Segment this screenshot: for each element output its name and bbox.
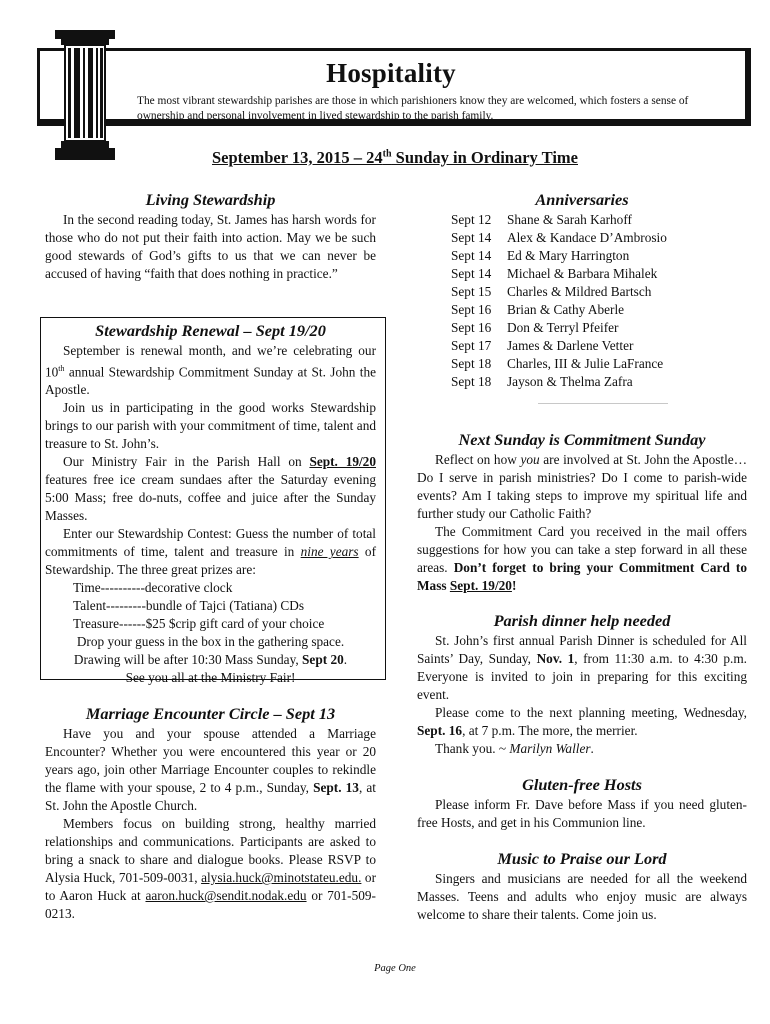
anniversary-date: Sept 14 xyxy=(451,266,492,281)
section-divider xyxy=(538,403,668,404)
next-sunday-paragraph-2: The Commitment Card you received in the mail offers suggestions for how you can take a step forward in all these areas. Don’t forget to bring your Commitment Card to Mass Sept. 19/20! xyxy=(417,524,747,593)
anniversary-date: Sept 14 xyxy=(451,248,492,263)
gluten-free-heading: Gluten-free Hosts xyxy=(522,775,642,794)
marriage-paragraph-2: Members focus on building strong, healthy married relationships and communications. Participants are asked to bring a snack to share and dialogue books. Please RSVP to Alysia Huck, 701-509-0031, alysia.huck@minotstateu.edu. or to Aaron Huck at aaron.huck@sendit.nodak.edu or 701-509-0213. xyxy=(45,816,377,921)
renewal-paragraph-3: Our Ministry Fair in the Parish Hall on Sept. 19/20 features free ice cream sundaes after the Saturday evening 5:00 Mass; free do-nuts, coffee and juice after the Sunday Masses. xyxy=(45,454,376,524)
living-stewardship-heading: Living Stewardship xyxy=(145,190,276,209)
anniversary-row xyxy=(451,265,747,283)
anniversary-date: Sept 16 xyxy=(451,320,492,335)
anniversary-row xyxy=(451,319,747,337)
dinner-paragraph-3: Thank you. ~ Marilyn Waller. xyxy=(435,741,594,756)
renewal-closing-2: Drawing will be after 10:30 Mass Sunday, Sept 20. xyxy=(73,652,348,668)
anniversary-names: Charles, III & Julie LaFrance xyxy=(507,356,664,371)
anniversary-date: Sept 18 xyxy=(451,374,492,389)
anniversary-row xyxy=(451,229,747,247)
anniversary-names: Alex & Kandace D’Ambrosio xyxy=(507,230,667,245)
living-stewardship-section xyxy=(45,190,376,283)
stewardship-renewal-section xyxy=(45,321,376,687)
next-sunday-heading: Next Sunday is Commitment Sunday xyxy=(458,430,706,449)
renewal-paragraph-1: September is renewal month, and we’re celebrating our 10th annual Stewardship Commitment Sunday at St. John the Apostle. xyxy=(45,343,376,398)
page-title: Hospitality xyxy=(326,58,456,88)
anniversaries-section xyxy=(417,190,747,391)
next-sunday-section xyxy=(417,430,747,595)
anniversary-row xyxy=(451,283,747,301)
anniversary-names: Jayson & Thelma Zafra xyxy=(507,374,633,389)
marriage-paragraph-1: Have you and your spouse attended a Marriage Encounter? Whether you were encountered this year or 20 years ago, join other Marriage Encounter couples to rekindle the flame with your spouse, 2 to 4 p.m., Sunday, Sept. 13, at St. John the Apostle Church. xyxy=(45,726,376,813)
renewal-closing-1: Drop your guess in the box in the gathering space. xyxy=(76,634,345,650)
anniversary-names: Ed & Mary Harrington xyxy=(507,248,630,263)
anniversary-row xyxy=(451,355,747,373)
renewal-closing-3: See you all at the Ministry Fair! xyxy=(125,670,296,686)
anniversary-date: Sept 16 xyxy=(451,302,492,317)
email-link[interactable]: alysia.huck@minotstateu.edu. xyxy=(201,870,362,885)
gluten-free-section xyxy=(417,775,747,832)
renewal-paragraph-4: Enter our Stewardship Contest: Guess the number of total commitments of time, talent and treasure in nine years of Stewardship. The three great prizes are: xyxy=(45,526,376,578)
prize-item: Talent---------bundle of Tajci (Tatiana) CDs xyxy=(73,598,305,614)
anniversary-names: Michael & Barbara Mihalek xyxy=(507,266,658,281)
prize-item: Time----------decorative clock xyxy=(73,580,233,596)
email-link[interactable]: aaron.huck@sendit.nodak.edu xyxy=(145,888,307,903)
prize-item: Treasure------$25 $crip gift card of your choice xyxy=(73,616,325,632)
renewal-paragraph-2: Join us in participating in the good works Stewardship brings to our parish with your commitment of time, talent and treasure to St. John’s. xyxy=(45,400,376,452)
music-heading: Music to Praise our Lord xyxy=(497,849,667,868)
date-line: September 13, 2015 – 24th Sunday in Ordinary Time xyxy=(212,148,578,167)
marriage-encounter-section xyxy=(45,704,376,923)
dinner-paragraph-1: St. John’s first annual Parish Dinner is scheduled for All Saints’ Day, Sunday, Nov. 1, from 11:30 a.m. to 4:30 p.m. Everyone is invited to join in preparing for this exciting event. xyxy=(417,633,747,702)
anniversary-date: Sept 17 xyxy=(451,338,492,353)
anniversary-date: Sept 12 xyxy=(451,212,492,227)
gluten-free-text: Please inform Fr. Dave before Mass if you need gluten-free Hosts, and get in his Communion line. xyxy=(417,797,747,830)
marriage-encounter-heading: Marriage Encounter Circle – Sept 13 xyxy=(85,704,336,723)
anniversary-names: Charles & Mildred Bartsch xyxy=(507,284,652,299)
anniversary-row xyxy=(451,337,747,355)
parish-dinner-heading: Parish dinner help needed xyxy=(493,611,671,630)
stewardship-renewal-heading: Stewardship Renewal – Sept 19/20 xyxy=(95,321,326,340)
anniversary-names: Brian & Cathy Aberle xyxy=(507,302,625,317)
anniversary-date: Sept 15 xyxy=(451,284,492,299)
page-subtitle: The most vibrant stewardship parishes are those in which parishioners know they are welcomed, which fosters a sense of ownership and personal involvement in lived stewardship to the parish family. xyxy=(137,95,689,122)
anniversaries-list xyxy=(451,211,747,391)
anniversary-names: Shane & Sarah Karhoff xyxy=(507,212,632,227)
anniversary-date: Sept 14 xyxy=(451,230,492,245)
page-footer: Page One xyxy=(374,963,416,974)
anniversary-names: Don & Terryl Pfeifer xyxy=(507,320,619,335)
anniversaries-heading: Anniversaries xyxy=(535,190,629,209)
anniversary-row xyxy=(451,247,747,265)
living-stewardship-text: In the second reading today, St. James has harsh words for those who do not put their faith into action. May we be such good stewards of God’s gifts to us that we can never be accused of having “faith that does nothing in practice.” xyxy=(45,212,376,281)
pillar-icon xyxy=(55,30,115,162)
anniversary-date: Sept 18 xyxy=(451,356,492,371)
next-sunday-paragraph-1: Reflect on how you are involved at St. John the Apostle… Do I serve in parish ministries? Do I come to parish-wide events? Am I taking steps to improve my spiritual life and further study our Catholic Faith? xyxy=(417,452,747,521)
anniversary-names: James & Darlene Vetter xyxy=(507,338,634,353)
music-section xyxy=(417,849,747,924)
anniversary-row xyxy=(451,211,747,229)
music-text: Singers and musicians are needed for all the weekend Masses. Teens and adults who enjoy music are always welcome to share their talents. Come join us. xyxy=(417,871,747,922)
anniversary-row xyxy=(451,373,747,391)
parish-dinner-section xyxy=(417,611,747,758)
dinner-paragraph-2: Please come to the next planning meeting, Wednesday, Sept. 16, at 7 p.m. The more, the merrier. xyxy=(417,705,747,738)
anniversary-row xyxy=(451,301,747,319)
